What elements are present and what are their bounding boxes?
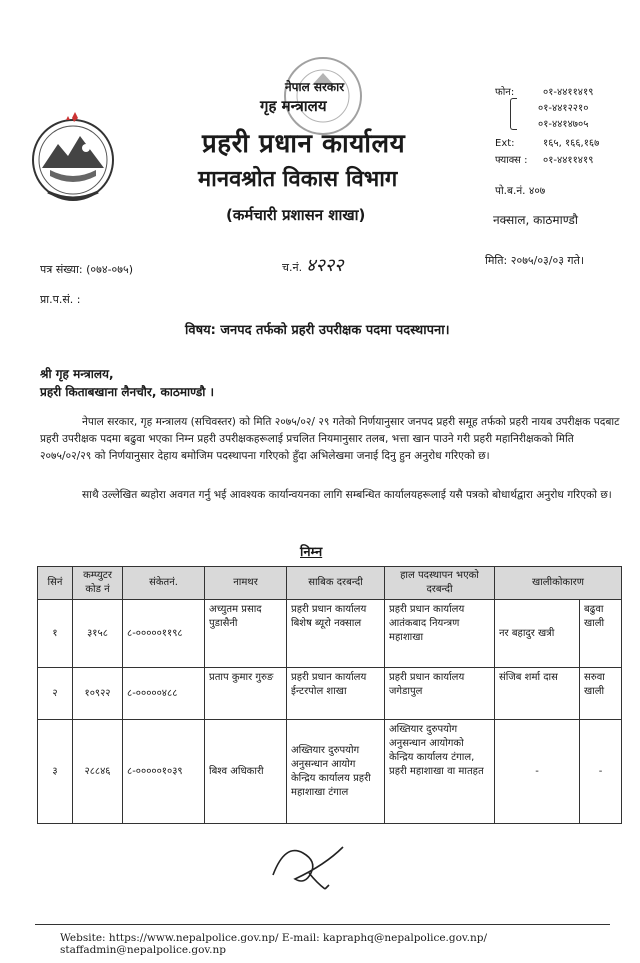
ext-numbers: १६५, १६६,१६७ bbox=[543, 138, 600, 149]
header-vacancy-reason: खालीकोकारण bbox=[495, 567, 622, 600]
cell-name: प्रताप कुमार गुरुङ bbox=[205, 668, 287, 720]
table-header-row bbox=[38, 567, 622, 600]
fax-number: ०१-४४११४१९ bbox=[543, 155, 594, 166]
signature-icon bbox=[265, 835, 360, 895]
body-paragraph-2: साथै उल्लेखित ब्यहोरा अवगत गर्नु भई आवश्यक कार्यान्वयनका लागि सम्बन्धित कार्यालयहरूलाई यसै पत्रको बोधार्थद्वारा अनुरोध गरिएको छ। bbox=[82, 489, 612, 501]
cell-current: अख्तियार दुरुपयोग अनुसन्धान आयोगको केन्द्रिय कार्यालय टंगाल, प्रहरी महाशाखा वा मातहत bbox=[385, 720, 495, 824]
table-row bbox=[38, 600, 622, 668]
letter-date: मिति: २०७५/०३/०३ गते। bbox=[485, 254, 585, 267]
cell-reason-name: संजिब शर्मा दास bbox=[495, 668, 580, 720]
table-row bbox=[38, 668, 622, 720]
dispatch-label: च.नं. bbox=[282, 261, 303, 274]
ext-line bbox=[495, 135, 599, 149]
cell-reason-name: नर बहादुर खत्री bbox=[495, 600, 580, 668]
posting-table bbox=[37, 566, 622, 824]
cell-code: ३१५८ bbox=[73, 600, 123, 668]
phone-label: फोन: bbox=[495, 87, 515, 98]
body-paragraph-1: नेपाल सरकार, गृह मन्त्रालय (सचिवस्तर) को मिति २०७५/०२/ २९ गतेको निर्णयानुसार जनपद प्रहरी समूह तर्फको प्रहरी नायब उपरीक्षक पदबाट प्रहरी उपरीक्षक पदमा बढुवा भएका निम्न प्रहरी उपरीक्षकहरूलाई प्रचलित नियमानुसार तलब, भत्ता खान पाउने गरी प्रहरी महानिरीक्षकको मिति २०७५/०२/२९ को निर्णयानुसार देहाय बमोजिम पदस्थापना गरिएको हुँदा अभिलेखमा जनाई दिनु हुन अनुरोध गरिएको छ। bbox=[40, 416, 620, 462]
cell-reason-type: बढुवा खाली bbox=[580, 600, 622, 668]
cell-current: प्रहरी प्रधान कार्यालय आतंकबाद नियन्त्रण महाशाखा bbox=[385, 600, 495, 668]
header-current-posting: हाल पदस्थापन भएको दरबन्दी bbox=[385, 567, 495, 600]
cell-code: २८८४६ bbox=[73, 720, 123, 824]
government-name: नेपाल सरकार bbox=[285, 80, 345, 94]
cell-symbol: ८-०००००१०३९ bbox=[123, 720, 205, 824]
header-previous-posting: साबिक दरबन्दी bbox=[287, 567, 385, 600]
phone-line-1 bbox=[495, 84, 593, 98]
fax-line bbox=[495, 152, 593, 166]
cell-sn: २ bbox=[38, 668, 73, 720]
po-box: पो.ब.नं. ४०७ bbox=[495, 185, 546, 197]
header-sn: सिनं bbox=[38, 567, 73, 600]
dispatch-number-line bbox=[282, 253, 344, 277]
cell-previous: प्रहरी प्रधान कार्यालय ईन्टरपोल शाखा bbox=[287, 668, 385, 720]
footer-divider bbox=[35, 924, 610, 925]
ministry-name: गृह मन्त्रालय bbox=[260, 97, 327, 115]
cell-sn: १ bbox=[38, 600, 73, 668]
cell-sn: ३ bbox=[38, 720, 73, 824]
table-row bbox=[38, 720, 622, 824]
header-symbol-no: संकेतनं. bbox=[123, 567, 205, 600]
ext-label: Ext: bbox=[495, 138, 515, 149]
cell-code: १०९२२ bbox=[73, 668, 123, 720]
recipient-line-1: श्री गृह मन्त्रालय, bbox=[40, 367, 114, 381]
dispatch-number: ४२२२ bbox=[306, 255, 344, 276]
office-address: नक्साल, काठमाण्डौ bbox=[493, 213, 578, 227]
phone-number-2: ०१-४४१२२१० bbox=[538, 103, 589, 114]
cell-previous: अख्तियार दुरुपयोग अनुसन्धान आयोग केन्द्रिय कार्यालय प्रहरी महाशाखा टंगाल bbox=[287, 720, 385, 824]
department-name: मानवश्रोत विकास विभाग bbox=[198, 167, 398, 192]
list-title: निम्न bbox=[300, 545, 323, 560]
cell-current: प्रहरी प्रधान कार्यालय जगेडापुल bbox=[385, 668, 495, 720]
cell-symbol: ८-०००००४८८ bbox=[123, 668, 205, 720]
cell-reason-name: - bbox=[495, 720, 580, 824]
letter-subject: विषय: जनपद तर्फको प्रहरी उपरीक्षक पदमा पदस्थापना। bbox=[185, 323, 450, 338]
cell-reason-type: - bbox=[580, 720, 622, 824]
nepal-emblem-icon bbox=[28, 110, 118, 206]
phone-brace bbox=[510, 98, 517, 130]
office-name: प्रहरी प्रधान कार्यालय bbox=[202, 129, 406, 159]
phone-number-1: ०१-४४११४१९ bbox=[543, 87, 594, 98]
fax-label: फ्याक्स : bbox=[495, 155, 528, 166]
cell-name: अच्युतम प्रसाद पुडासैनी bbox=[205, 600, 287, 668]
phone-number-3: ०१-४४१४७०५ bbox=[538, 119, 589, 130]
letter-number: पत्र संख्या: (०७४-०७५) bbox=[40, 263, 133, 276]
recipient-line-2: प्रहरी किताबखाना लैनचौर, काठमाण्डौ । bbox=[40, 385, 215, 399]
branch-name: (कर्मचारी प्रशासन शाखा) bbox=[226, 206, 366, 224]
header-computer-code: कम्प्युटर कोड नं bbox=[73, 567, 123, 600]
cell-symbol: ८-०००००११९८ bbox=[123, 600, 205, 668]
cell-previous: प्रहरी प्रधान कार्यालय बिशेष ब्यूरो नक्साल bbox=[287, 600, 385, 668]
cell-reason-type: सरुवा खाली bbox=[580, 668, 622, 720]
header-name: नामथर bbox=[205, 567, 287, 600]
footer-contact: Website: https://www.nepalpolice.gov.np/ E-mail: kapraphq@nepalpolice.gov.np/ staffadmin@nepalpolice.gov.np bbox=[60, 932, 487, 956]
cell-name: बिश्व अधिकारी bbox=[205, 720, 287, 824]
prapasa-label: प्रा.प.सं. : bbox=[40, 293, 81, 306]
